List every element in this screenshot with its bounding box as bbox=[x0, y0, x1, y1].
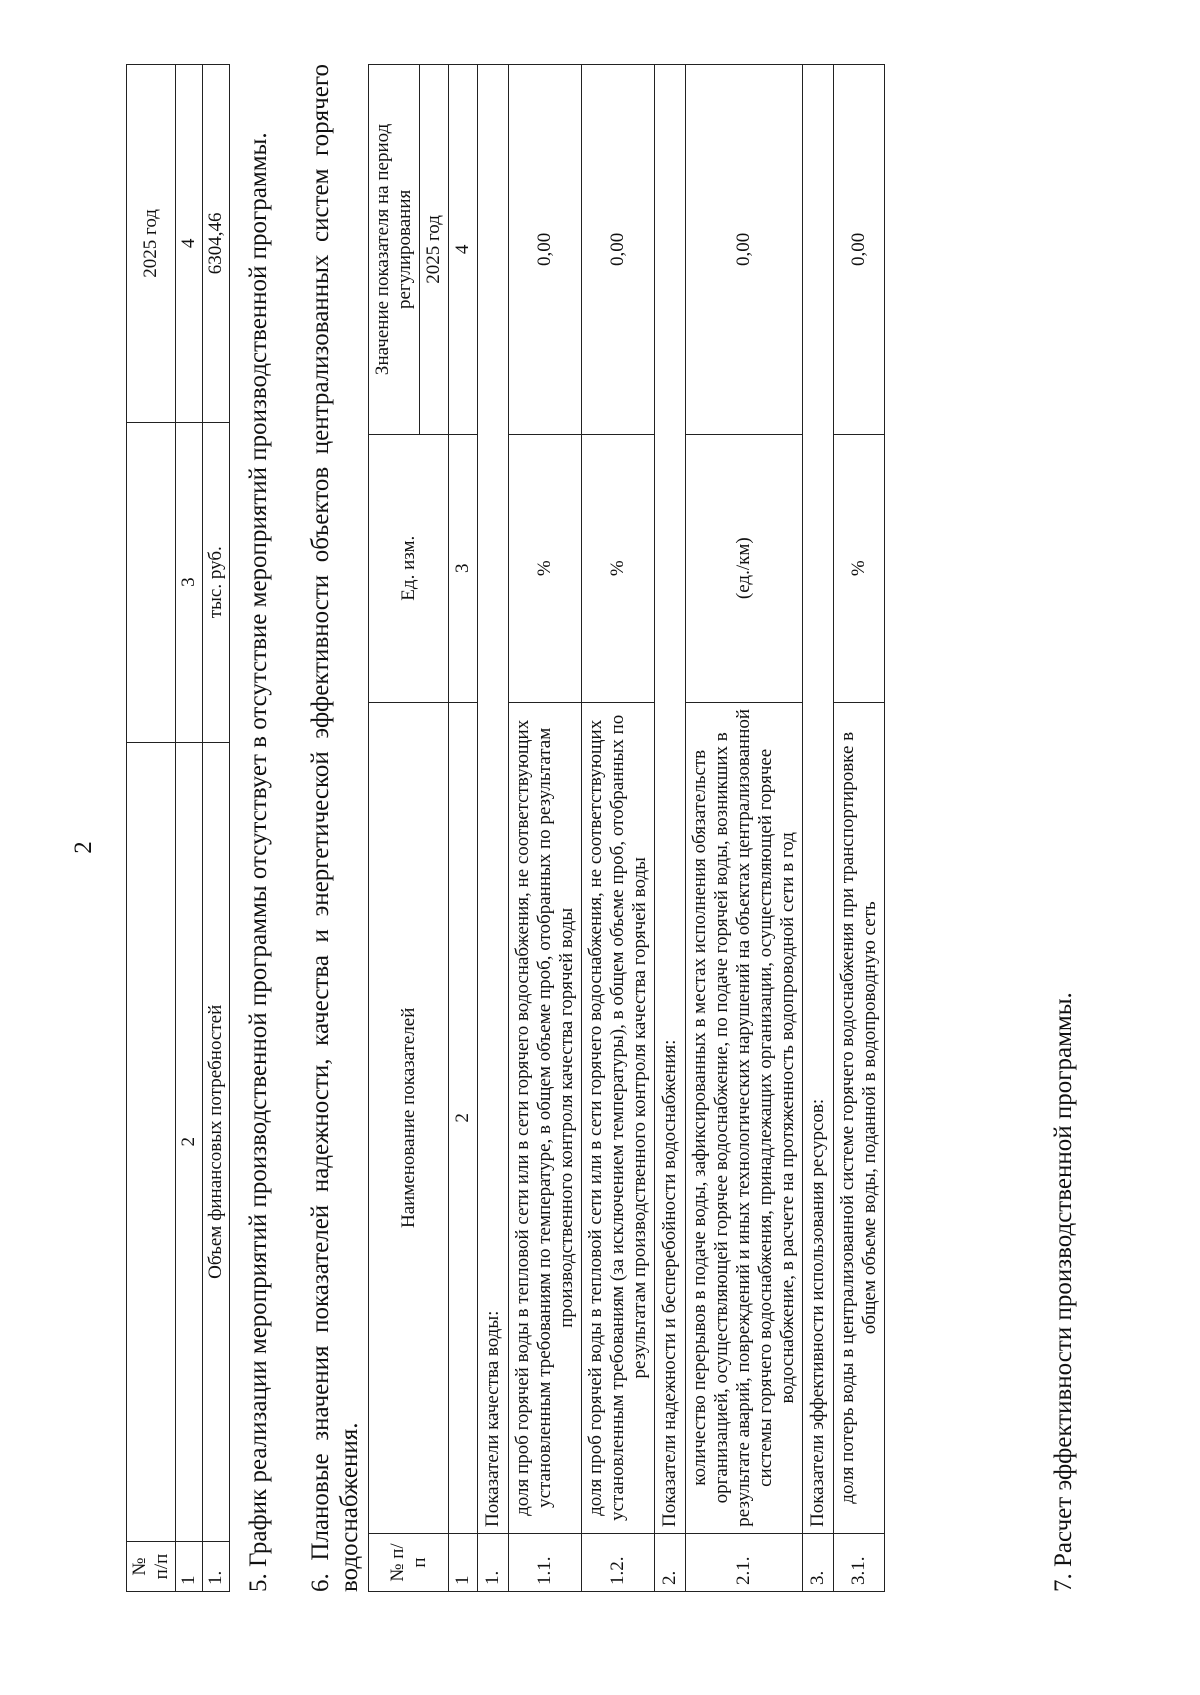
row-number: 3.1. bbox=[834, 1534, 885, 1592]
row-unit: (ед./км) bbox=[686, 434, 803, 702]
row-unit: % bbox=[509, 434, 582, 702]
header-cell-name: Наименование показателей bbox=[369, 702, 449, 1533]
paragraph-6: 6. Плановые значения показателей надежности, качества и энергетической эффективности объектов централизованных систем горячего водоснабжения. bbox=[307, 64, 363, 1592]
row-value: 0,00 bbox=[509, 65, 582, 435]
section-row bbox=[655, 65, 686, 1592]
row-number: 2.1. bbox=[686, 1534, 803, 1592]
column-number: 4 bbox=[449, 65, 478, 435]
header-cell-unit: Ед. изм. bbox=[369, 434, 449, 702]
table-header-row bbox=[127, 65, 176, 1592]
row-name: доля проб горячей воды в тепловой сети или в сети горячего водоснабжения, не соответствующих установленным требованиям по температуре, в общем объеме проб, отобранных по результатам производственного контроля качества горячей воды bbox=[509, 702, 582, 1533]
column-number: 3 bbox=[176, 422, 203, 742]
header-cell-num: № п/п bbox=[369, 1534, 449, 1592]
column-number: 1 bbox=[449, 1534, 478, 1592]
table-row bbox=[203, 65, 230, 1592]
section-title: Показатели эффективности использования ресурсов: bbox=[803, 65, 834, 1534]
header-cell-value-title: Значение показателя на период регулирования bbox=[369, 65, 420, 435]
column-number: 3 bbox=[449, 434, 478, 702]
table-row bbox=[582, 65, 655, 1592]
header-cell-name bbox=[127, 742, 176, 1541]
section-number: 2. bbox=[655, 1534, 686, 1592]
row-name: количество перерывов в подаче воды, зафиксированных в местах исполнения обязательств организацией, осуществляющей горячее водоснабжение, по подаче горячей воды, возникших в результате аварий, повреждений и иных технологических нарушений на объектах централизованной системы горячего водоснабжения, принадлежащих организации, осуществляющей горячее водоснабжение, в расчете на протяженность водопроводной сети в год bbox=[686, 702, 803, 1533]
header-cell-num: № п/п bbox=[127, 1542, 176, 1592]
table-row bbox=[686, 65, 803, 1592]
indicators-table bbox=[368, 64, 885, 1592]
row-name: доля потерь воды в централизованной системе горячего водоснабжения при транспортировке в общем объеме воды, поданной в водопроводную сеть bbox=[834, 702, 885, 1533]
page-number: 2 bbox=[70, 841, 97, 854]
financial-needs-table bbox=[126, 64, 230, 1592]
column-number-row bbox=[449, 65, 478, 1592]
column-number: 4 bbox=[176, 65, 203, 423]
section-title: Показатели надежности и бесперебойности водоснабжения: bbox=[655, 65, 686, 1534]
row-value: 6304,46 bbox=[203, 65, 230, 423]
header-cell-value-year: 2025 год bbox=[420, 65, 449, 435]
column-number: 1 bbox=[176, 1542, 203, 1592]
section-title: Показатели качества воды: bbox=[478, 65, 509, 1534]
section-row bbox=[803, 65, 834, 1592]
row-unit: % bbox=[582, 434, 655, 702]
column-number: 2 bbox=[449, 702, 478, 1533]
row-unit: % bbox=[834, 434, 885, 702]
column-number-row bbox=[176, 65, 203, 1592]
row-unit: тыс. руб. bbox=[203, 422, 230, 742]
paragraph-7: 7. Расчет эффективности производственной программы. bbox=[1050, 992, 1077, 1592]
row-name: Объем финансовых потребностей bbox=[203, 742, 230, 1541]
paragraph-5: 5. График реализации мероприятий производственной программы отсутствует в отсутствие мероприятий производственной программы. bbox=[245, 132, 272, 1592]
section-row bbox=[478, 65, 509, 1592]
header-cell-year: 2025 год bbox=[127, 65, 176, 423]
row-value: 0,00 bbox=[834, 65, 885, 435]
row-number: 1.2. bbox=[582, 1534, 655, 1592]
row-name: доля проб горячей воды в тепловой сети или в сети горячего водоснабжения, не соответствующих установленным требованиям (за исключением температуры), в общем объеме проб, отобранных по результатам производственного контроля качества горячей воды bbox=[582, 702, 655, 1533]
row-number: 1. bbox=[203, 1542, 230, 1592]
row-value: 0,00 bbox=[582, 65, 655, 435]
table-header-row bbox=[369, 65, 420, 1592]
section-number: 1. bbox=[478, 1534, 509, 1592]
table-row bbox=[509, 65, 582, 1592]
column-number: 2 bbox=[176, 742, 203, 1541]
header-cell-unit bbox=[127, 422, 176, 742]
row-number: 1.1. bbox=[509, 1534, 582, 1592]
row-value: 0,00 bbox=[686, 65, 803, 435]
section-number: 3. bbox=[803, 1534, 834, 1592]
table-row bbox=[834, 65, 885, 1592]
